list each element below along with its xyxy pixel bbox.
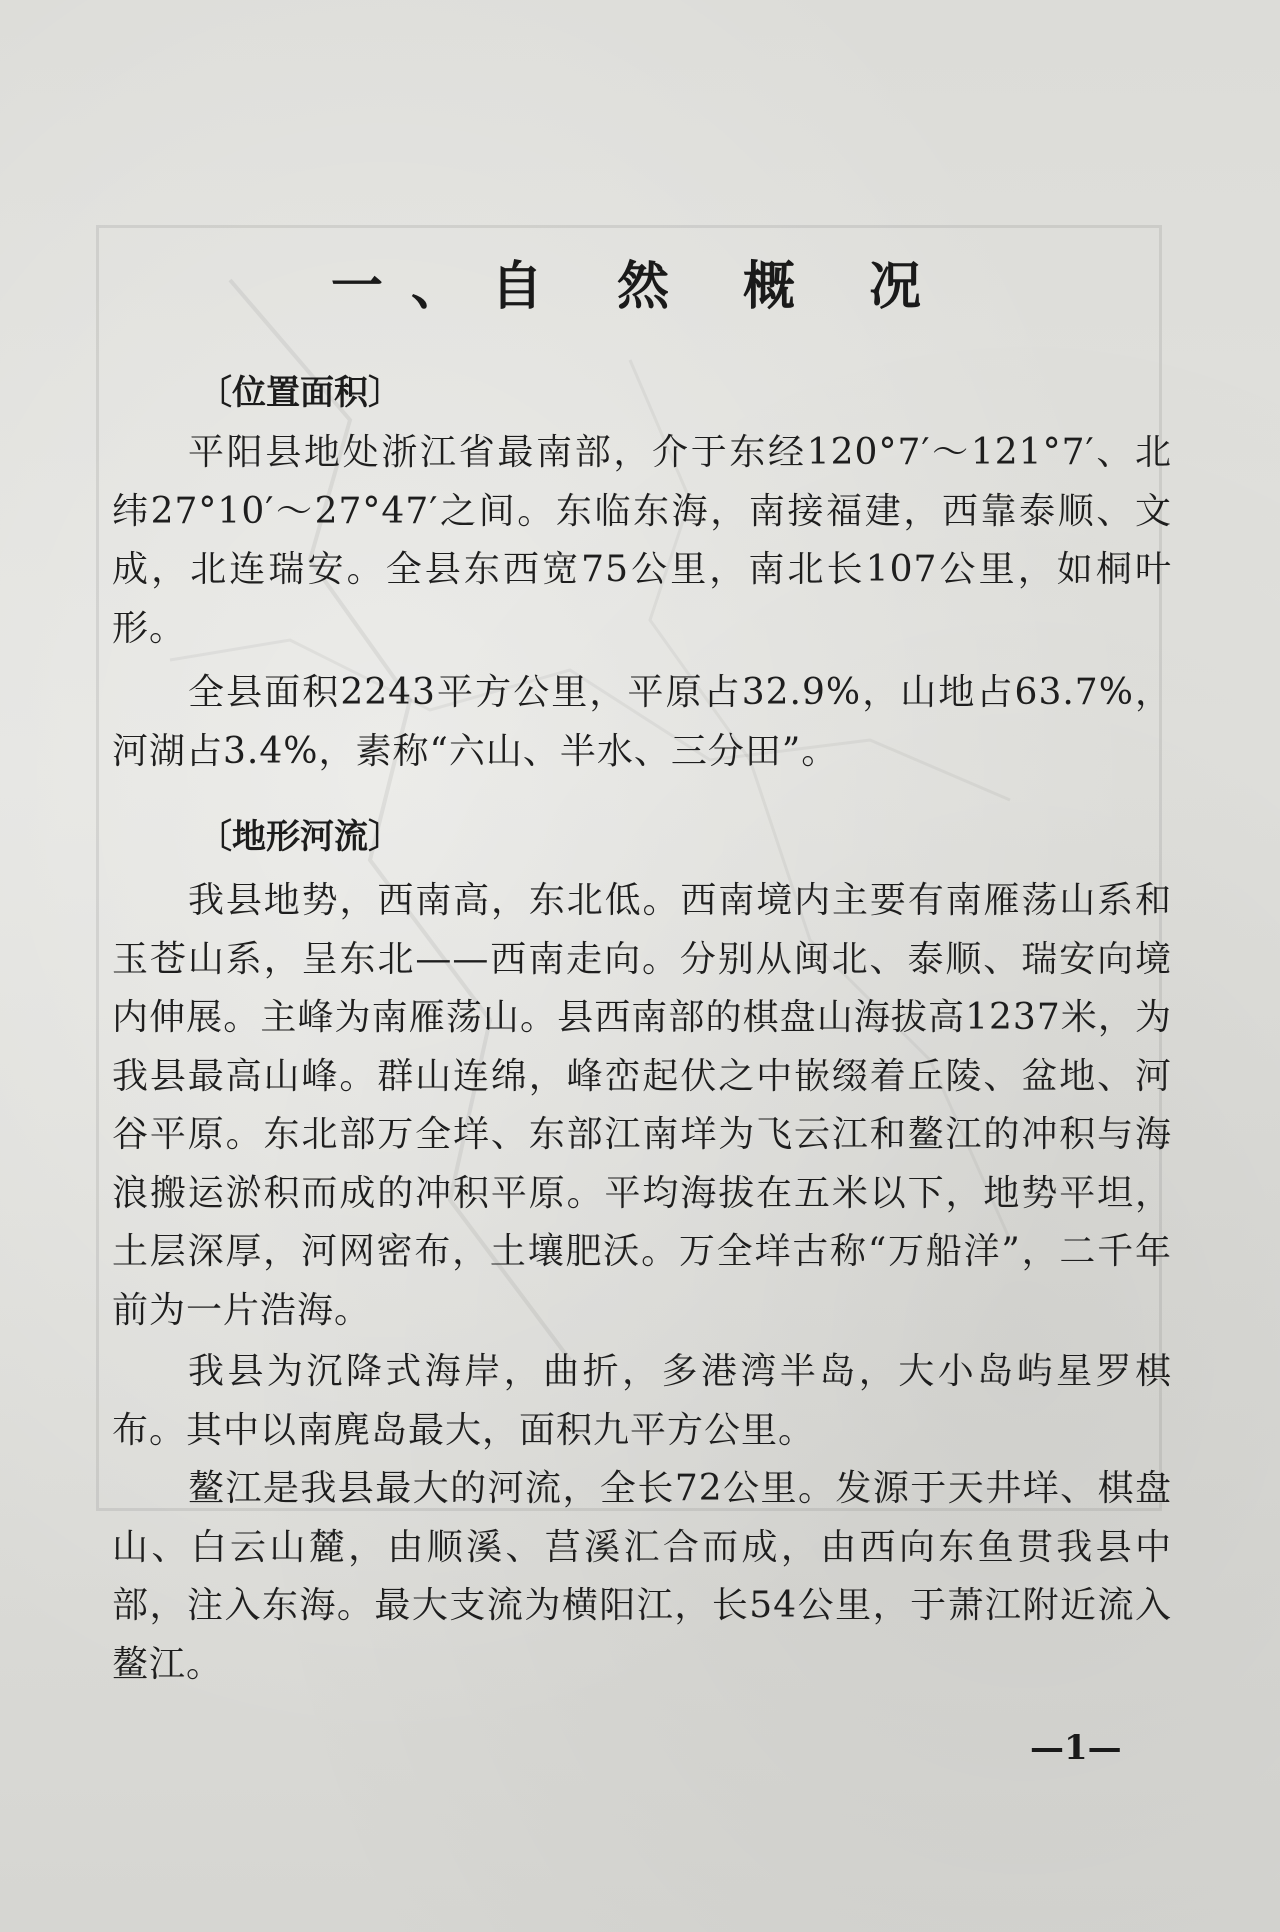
paragraph-area: 全县面积2243平方公里，平原占32.9%，山地占63.7%，河湖占3.4%，素称“六山、半水、三分田”。: [112, 672, 1172, 772]
paragraph-coast: 我县为沉降式海岸，曲折，多港湾半岛，大小岛屿星罗棋布。其中以南麂岛最大，面积九平方公里。: [112, 1351, 1172, 1451]
paragraph-aojiang-river: 鳌江是我县最大的河流，全长72公里。发源于天井垟、棋盘山、白云山麓，由顺溪、莒溪汇合而成，由西向东鱼贯我县中部，注入东海。最大支流为横阳江，长54公里，于萧江附近流入鳌江。: [112, 1468, 1172, 1685]
section-heading-terrain-rivers: 〔地形河流〕: [198, 817, 402, 857]
page-number: —1—: [1030, 1728, 1122, 1768]
page-title: 一、自 然 概 况: [330, 256, 950, 317]
paragraph-terrain: 我县地势，西南高，东北低。西南境内主要有南雁荡山系和玉苍山系，呈东北——西南走向。分别从闽北、泰顺、瑞安向境内伸展。主峰为南雁荡山。县西南部的棋盘山海拔高1237米，为我县最高山峰。群山连绵，峰峦起伏之中嵌缀着丘陵、盆地、河谷平原。东北部万全垟、东部江南垟为飞云江和鳌江的冲积与海浪搬运淤积而成的冲积平原。平均海拔在五米以下，地势平坦，土层深厚，河网密布，土壤肥沃。万全垟古称“万船洋”，二千年前为一片浩海。: [112, 880, 1172, 1331]
paragraph-location: 平阳县地处浙江省最南部，介于东经120°7′～121°7′、北纬27°10′～27°47′之间。东临东海，南接福建，西靠泰顺、文成，北连瑞安。全县东西宽75公里，南北长107公里，如桐叶形。: [112, 432, 1172, 649]
section-heading-location-area: 〔位置面积〕: [198, 373, 402, 413]
